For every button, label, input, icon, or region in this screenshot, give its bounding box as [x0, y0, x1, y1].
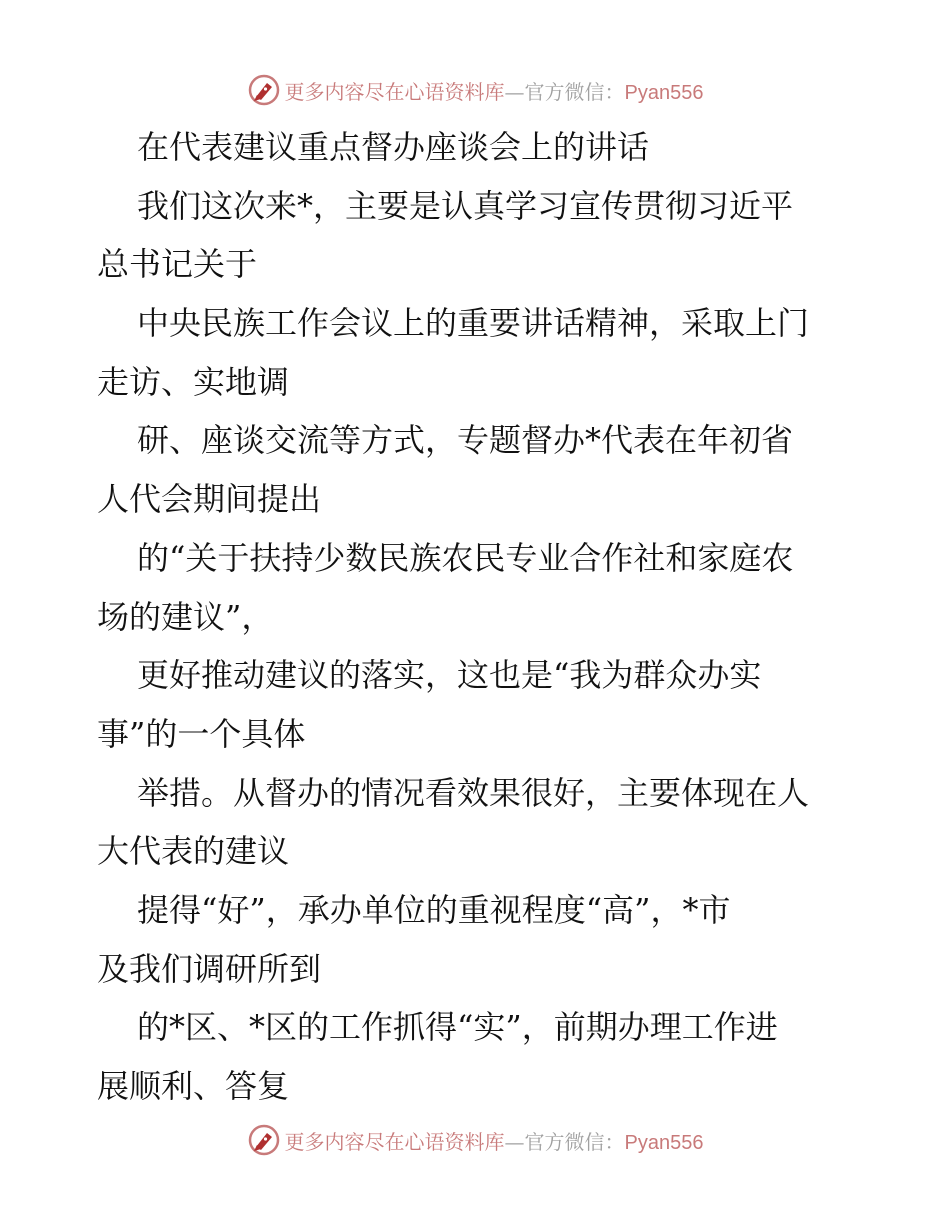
body-line: 的*区、*区的工作抓得“实”，前期办理工作进 — [137, 1008, 778, 1047]
body-line: 人代会期间提出 — [97, 480, 322, 519]
body-line: 更好推动建议的落实，这也是“我为群众办实 — [137, 656, 762, 695]
pen-nib-logo-icon — [247, 1123, 281, 1157]
footer-banner-dash: — — [504, 1129, 525, 1154]
body-line: 总书记关于 — [97, 245, 258, 284]
body-line: 大代表的建议 — [97, 832, 290, 871]
body-line: 场的建议”， — [97, 597, 274, 636]
header-banner-brand: 更多内容尽在心语资料库 — [284, 79, 505, 104]
body-line: 提得“好”，承办单位的重视程度“高”，*市 — [137, 890, 731, 929]
header-banner — [0, 70, 950, 110]
body-line: 走访、实地调 — [97, 362, 290, 401]
footer-banner-tag: 官方微信： — [524, 1129, 625, 1154]
header-banner-account: Pyan556 — [624, 81, 704, 104]
body-line: 的“关于扶持少数民族农民专业合作社和家庭农 — [137, 538, 794, 577]
body-line: 研、座谈交流等方式，专题督办*代表在年初省 — [137, 421, 794, 460]
body-line: 事”的一个具体 — [97, 714, 306, 753]
footer-banner-brand: 更多内容尽在心语资料库 — [284, 1129, 505, 1154]
body-line: 展顺利、答复 — [97, 1067, 290, 1105]
document-title: 在代表建议重点督办座谈会上的讲话 — [137, 128, 650, 166]
header-banner-text — [285, 76, 704, 105]
body-line: 中央民族工作会议上的重要讲话精神，采取上门 — [137, 304, 810, 343]
footer-banner-text — [285, 1126, 704, 1155]
header-banner-dash: — — [504, 79, 525, 104]
body-line: 及我们调研所到 — [97, 949, 322, 988]
pen-nib-logo-icon — [247, 73, 281, 107]
body-line: 举措。从督办的情况看效果很好，主要体现在人 — [137, 773, 810, 812]
body-line: 我们这次来*，主要是认真学习宣传贯彻习近平 — [137, 186, 794, 225]
footer-banner — [0, 1120, 950, 1160]
footer-banner-account: Pyan556 — [624, 1131, 704, 1154]
document-body — [97, 118, 857, 1116]
header-banner-tag: 官方微信： — [524, 79, 625, 104]
